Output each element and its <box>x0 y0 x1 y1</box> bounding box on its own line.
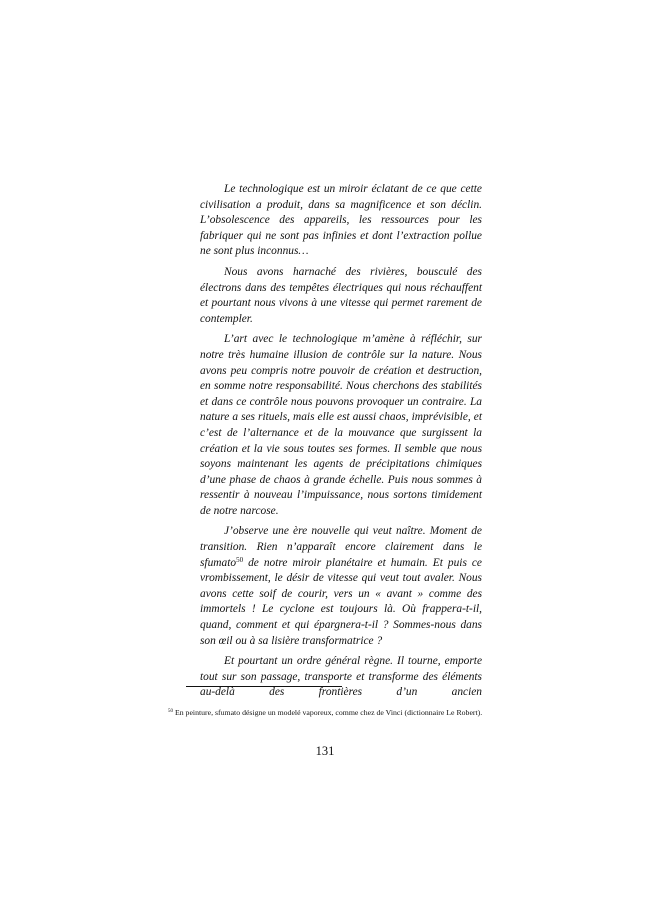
page-number: 131 <box>315 744 335 758</box>
paragraph-4-after: de notre miroir planétaire et humain. Et puis ce vrombissement, le désir de vitesse qui veut tout avaler. Nous avons cette soif de courir, vers un « avant » comme des immortels ! Le cyclone est toujours là. Où frappera-t-il, quand, comment et qui épargnera-t-il ? Sommes-nous dans son œil ou à sa lisière transformatrice ? <box>200 556 482 647</box>
paragraph-5: Et pourtant un ordre général règne. Il tourne, emporte tout sur son passage, transporte et transforme des éléments au-delà des frontières d’un ancien <box>200 655 482 699</box>
paragraph-2: Nous avons harnaché des rivières, bousculé des électrons dans des tempêtes électriques qui nous réchauffent et pourtant nous vivons à une vitesse qui permet rarement de contempler. <box>200 265 482 325</box>
footnote-reference: 50 <box>236 555 244 564</box>
paragraph-4-before: J’observe une ère nouvelle qui veut naître. Moment de transition. Rien n’apparaît encore clairement dans le sfumato <box>200 525 482 569</box>
paragraph-4 <box>200 524 482 649</box>
paragraph-1: Le technologique est un miroir éclatant de ce que cette civilisation a produit, dans sa magnificence et son déclin. L’obsolescence des appareils, les ressources pour les fabriquer qui ne sont pas infinies et dont l’extraction pollue ne sont plus inconnus… <box>200 183 482 258</box>
body-text <box>200 182 482 706</box>
footnote-number: 50 <box>168 709 173 714</box>
footnote-separator <box>186 686 342 687</box>
paragraph-3: L’art avec le technologique m’amène à réfléchir, sur notre très humaine illusion de contrôle sur la nature. Nous avons peu compris notre pouvoir de création et destruction, en somme notre responsabilité. Nous cherchons des stabilités et dans ce contrôle nous pouvons provoquer un contraire. La nature a ses rituels, mais elle est aussi chaos, imprévisible, et c’est de l’alternance et de la mouvance que surgissent la création et la vie sous toutes ses formes. Il semble que nous soyons maintenant les agents de précipitations chimiques d’une phase de chaos à grande échelle. Puis nous sommes à ressentir à nouveau l’impuissance, nous sortons timidement de notre narcose. <box>200 333 482 517</box>
footnote-text: En peinture, sfumato désigne un modelé vaporeux, comme chez de Vinci (dictionnaire Le Robert). <box>173 708 483 717</box>
footnote <box>168 707 484 718</box>
